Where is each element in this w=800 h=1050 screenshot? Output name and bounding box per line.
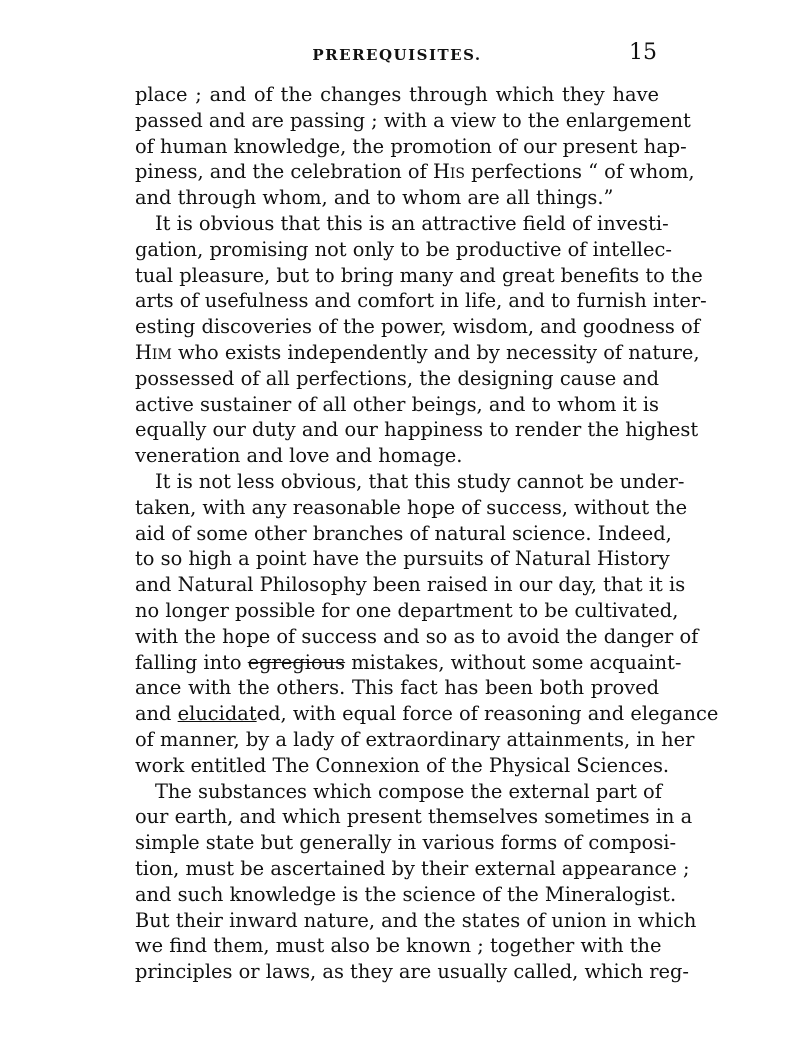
- text-line: active sustainer of all other beings, and to whom it is: [135, 392, 659, 416]
- text-line: tual pleasure, but to bring many and great benefits to the: [135, 263, 703, 287]
- text-line: veneration and love and homage.: [135, 444, 463, 468]
- text-line: arts of usefulness and comfort in life, and to furnish inter-: [135, 289, 707, 313]
- text-line: It is obvious that this is an attractive field of investi-: [155, 211, 669, 235]
- text-line: tion, must be ascertained by their external appearance ;: [135, 856, 690, 880]
- text-line: we find them, must also be known ; together with the: [135, 934, 662, 958]
- underlined-word: elucidat: [177, 702, 257, 726]
- small-caps-word: Him: [135, 340, 172, 364]
- text-line: The substances which compose the external part of: [155, 779, 662, 803]
- text-line: and such knowledge is the science of the Mineralogist.: [135, 882, 677, 906]
- text-line: work entitled The Connexion of the Physical Sciences.: [135, 753, 670, 777]
- text-line: But their inward nature, and the states of union in which: [135, 908, 697, 932]
- text-fragment: falling into: [135, 650, 248, 674]
- text-line: passed and are passing ; with a view to the enlargement: [135, 108, 691, 132]
- text-line: equally our duty and our happiness to render the highest: [135, 418, 699, 442]
- text-line: esting discoveries of the power, wisdom, and goodness of: [135, 315, 700, 339]
- body-text: [135, 82, 719, 985]
- page-number: 15: [629, 40, 657, 65]
- text-fragment: piness, and the celebration of: [135, 160, 433, 184]
- text-fragment: who exists independently and by necessity of nature,: [171, 340, 700, 364]
- text-fragment: ed, with equal force of reasoning and elegance: [256, 702, 719, 726]
- text-line: with the hope of success and so as to avoid the danger of: [135, 624, 699, 648]
- text-line: taken, with any reasonable hope of success, without the: [135, 495, 688, 519]
- text-line: simple state but generally in various forms of composi-: [135, 831, 677, 855]
- text-fragment: and: [135, 702, 178, 726]
- text-line: of manner, by a lady of extraordinary attainments, in her: [135, 727, 695, 751]
- running-title: PREREQUISITES.: [312, 46, 482, 64]
- text-line: to so high a point have the pursuits of Natural History: [135, 547, 670, 571]
- text-line: [135, 650, 682, 676]
- text-line: principles or laws, as they are usually called, which reg-: [135, 960, 689, 984]
- text-line: no longer possible for one department to be cultivated,: [135, 598, 679, 622]
- text-fragment: perfections “ of whom,: [464, 160, 695, 184]
- running-head: [135, 40, 659, 70]
- text-line: aid of some other branches of natural science. Indeed,: [135, 521, 672, 545]
- text-fragment: mistakes, without some acquaint-: [345, 650, 682, 674]
- text-line: our earth, and which present themselves sometimes in a: [135, 805, 693, 829]
- small-caps-word: His: [432, 160, 465, 184]
- text-line: gation, promising not only to be productive of intellec-: [135, 237, 672, 261]
- text-line: place ; and of the changes through which they have: [135, 83, 659, 106]
- text-line: of human knowledge, the promotion of our present hap-: [135, 134, 687, 158]
- text-line: and Natural Philosophy been raised in our day, that it is: [135, 573, 686, 597]
- text-line: It is not less obvious, that this study cannot be under-: [155, 469, 685, 493]
- text-line: [135, 340, 700, 366]
- text-line: [135, 159, 695, 185]
- text-line: possessed of all perfections, the designing cause and: [135, 366, 659, 390]
- text-line: ance with the others. This fact has been both proved: [135, 676, 659, 700]
- annotated-word: egregious: [247, 650, 346, 674]
- text-line: and through whom, and to whom are all things.”: [135, 186, 614, 210]
- text-line: [135, 701, 719, 727]
